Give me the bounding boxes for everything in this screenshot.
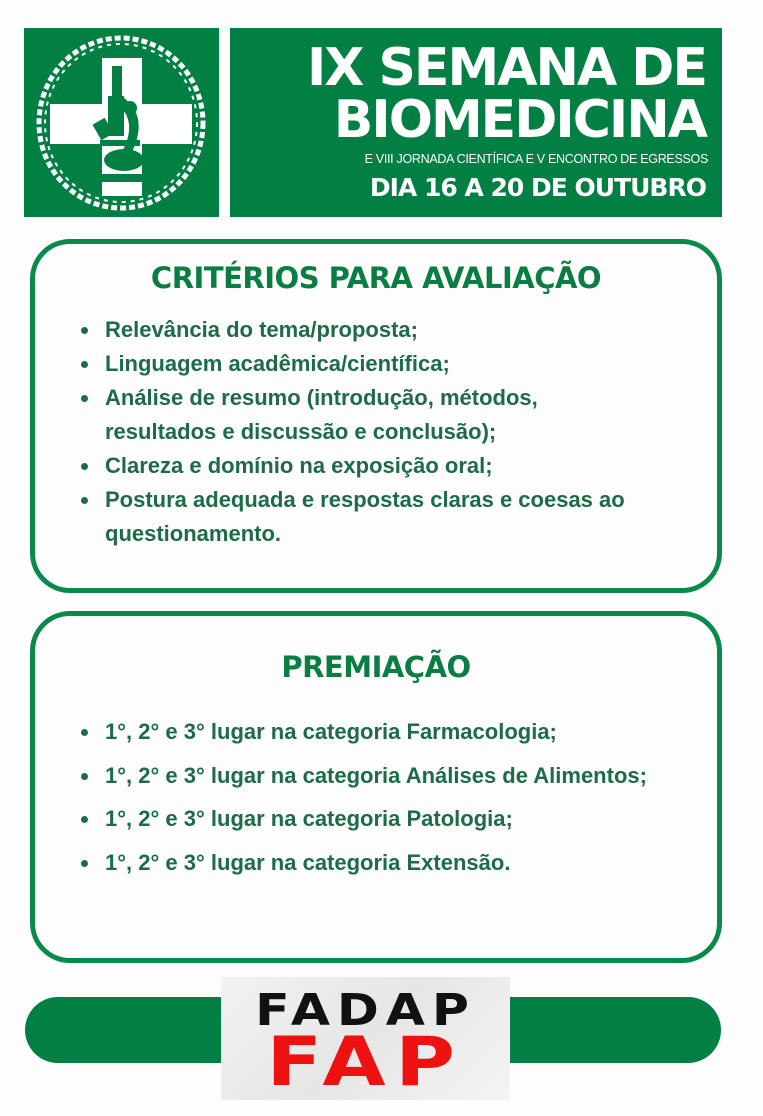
microscope-cross-icon (24, 28, 219, 217)
list-item: • 1°, 2° e 3° lugar na categoria Farmacologia; (101, 710, 717, 754)
event-dates: DIA 16 A 20 DE OUTUBRO (369, 173, 706, 202)
list-item: • Clareza e domínio na exposição oral; (101, 449, 717, 483)
event-header (230, 28, 722, 217)
event-subtitle: E VIII JORNADA CIENTÍFICA E V ENCONTRO DE EGRESSOS (364, 152, 708, 166)
fadap-fap-logo (221, 977, 510, 1100)
list-item: • 1°, 2° e 3° lugar na categoria Extensão. (101, 841, 717, 885)
awards-list (35, 710, 717, 884)
awards-panel (30, 611, 722, 963)
criteria-list (35, 313, 717, 551)
logo-fadap-text: FADAP (255, 985, 476, 1036)
event-title-line2: BIOMEDICINA (333, 90, 706, 150)
awards-title: PREMIAÇÃO (281, 650, 471, 684)
list-item: • 1°, 2° e 3° lugar na categoria Patologia; (101, 797, 717, 841)
list-item: • Postura adequada e respostas claras e coesas ao questionamento. (101, 483, 717, 551)
list-item: • Relevância do tema/proposta; (101, 313, 717, 347)
list-item: • Linguagem acadêmica/científica; (101, 347, 717, 381)
list-item: • Análise de resumo (introdução, métodos, resultados e discussão e conclusão); (101, 381, 717, 449)
logo-fap-text: FAP (266, 1023, 465, 1102)
criteria-title: CRITÉRIOS PARA AVALIAÇÃO (150, 261, 602, 295)
list-item: • 1°, 2° e 3° lugar na categoria Análises de Alimentos; (101, 754, 717, 798)
event-title-line1: IX SEMANA DE (306, 38, 706, 98)
criteria-panel (30, 239, 722, 593)
biomedicine-emblem (24, 28, 219, 217)
